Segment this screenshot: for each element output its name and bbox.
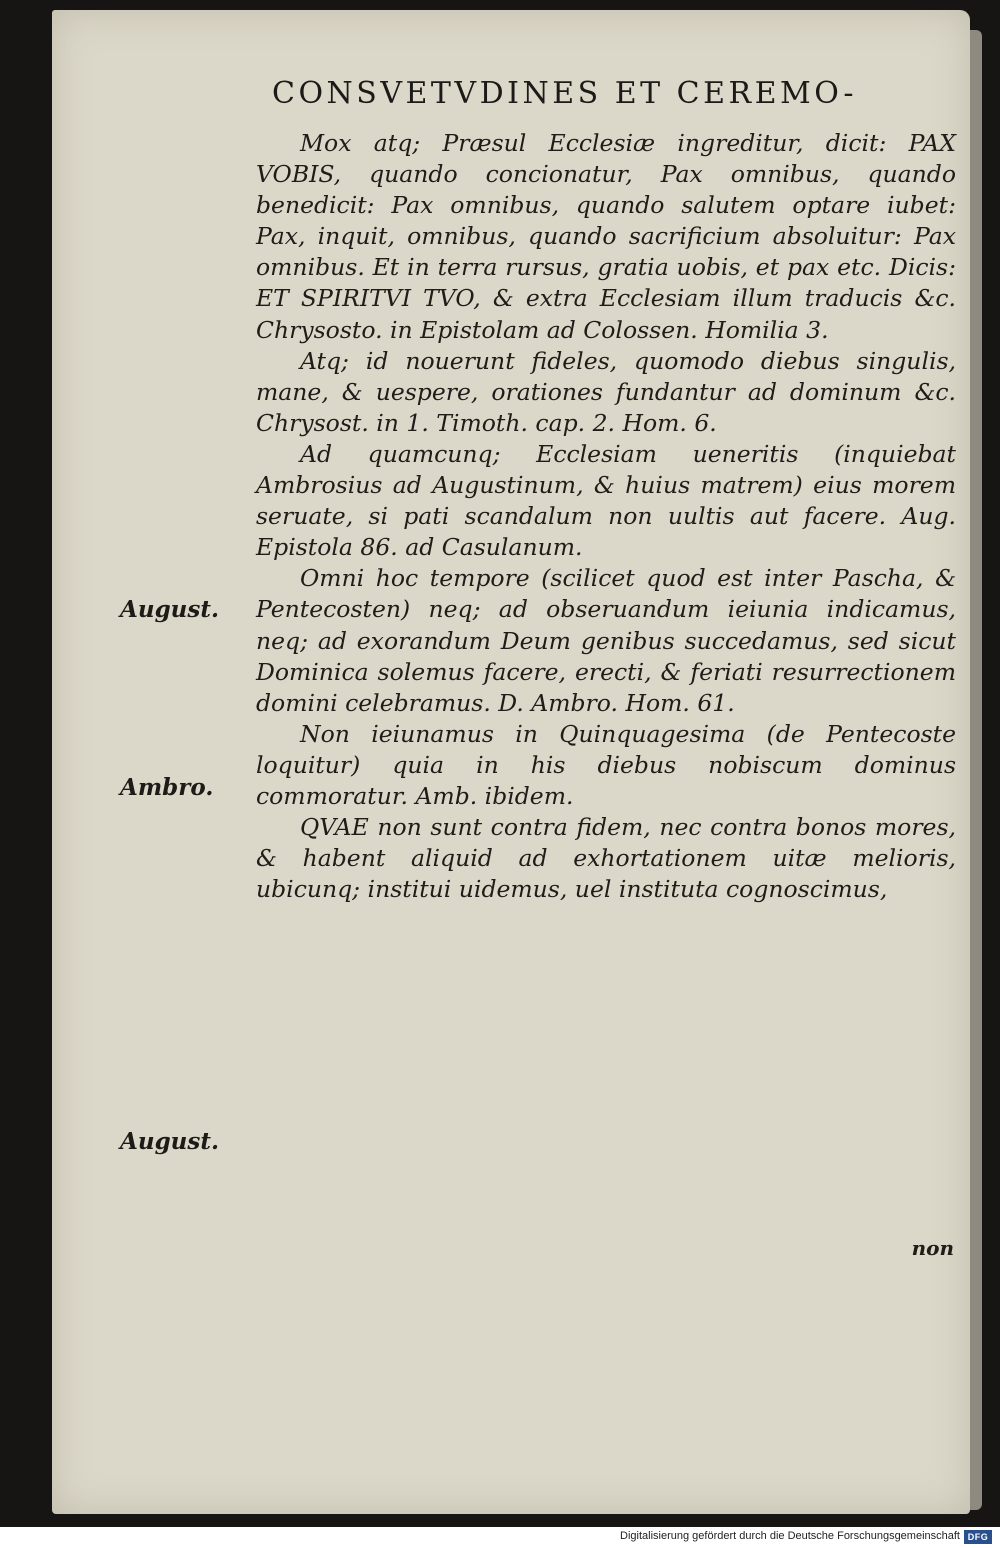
page-edge: [968, 30, 982, 1510]
paragraph-1: Mox atq; Præsul Ecclesiæ ingreditur, dicit: PAX VOBIS, quando concionatur, Pax omnibus, quando benedicit: Pax omnibus, quando salutem optare iubet: Pax, inquit, omnibus, quando sacrificium absoluitur: Pax omnibus. Et in terra rursus, gratia uobis, et pax etc. Dicis: ET SPIRITVI TVO, & extra Ecclesiam illum traducis &c. Chrysosto. in Epistolam ad Colossen. Homilia 3.: [256, 129, 956, 344]
margin-note-august: August.: [120, 596, 219, 623]
footer-bar: [0, 1527, 1000, 1548]
paragraph-2: Atq; id nouerunt fideles, quomodo diebus singulis, mane, & uespere, orationes fundantur ad dominum &c. Chrysost. in 1. Timoth. cap. 2. Hom. 6.: [256, 346, 956, 437]
main-text: [256, 128, 956, 905]
paragraph-5: Non ieiunamus in Quinquagesima (de Pentecoste loquitur) quia in his diebus nobiscum dominus commoratur. Amb. ibidem.: [256, 719, 956, 810]
catchword: non: [911, 1236, 954, 1260]
dfg-logo-icon: DFG: [964, 1530, 992, 1544]
paragraph-3: Ad quamcunq; Ecclesiam ueneritis (inquiebat Ambrosius ad Augustinum, & huius matrem) eius morem seruate, si pati scandalum non uultis aut facere. Aug. Epistola 86. ad Casulanum.: [256, 439, 956, 562]
margin-note-ambro: Ambro.: [120, 774, 214, 801]
paragraph-6: QVAE non sunt contra fidem, nec contra bonos mores, & habent aliquid ad exhortationem uitæ melioris, ubicunq; institui uidemus, uel instituta cognoscimus,: [256, 813, 956, 904]
footer-credit: Digitalisierung gefördert durch die Deutsche Forschungsgemeinschaft: [620, 1530, 960, 1542]
margin-note-august-2: August.: [120, 1128, 219, 1155]
paragraph-4: Omni hoc tempore (scilicet quod est inter Pascha, & Pentecosten) neq; ad obseruandum ieiunia indicamus, neq; ad exorandum Deum genibus succedamus, sed sicut Dominica solemus facere, erecti, & feriati resurrectionem domini celebramus. D. Ambro. Hom. 61.: [256, 564, 956, 717]
running-head: CONSVETVDINES ET CEREMO-: [272, 76, 858, 111]
